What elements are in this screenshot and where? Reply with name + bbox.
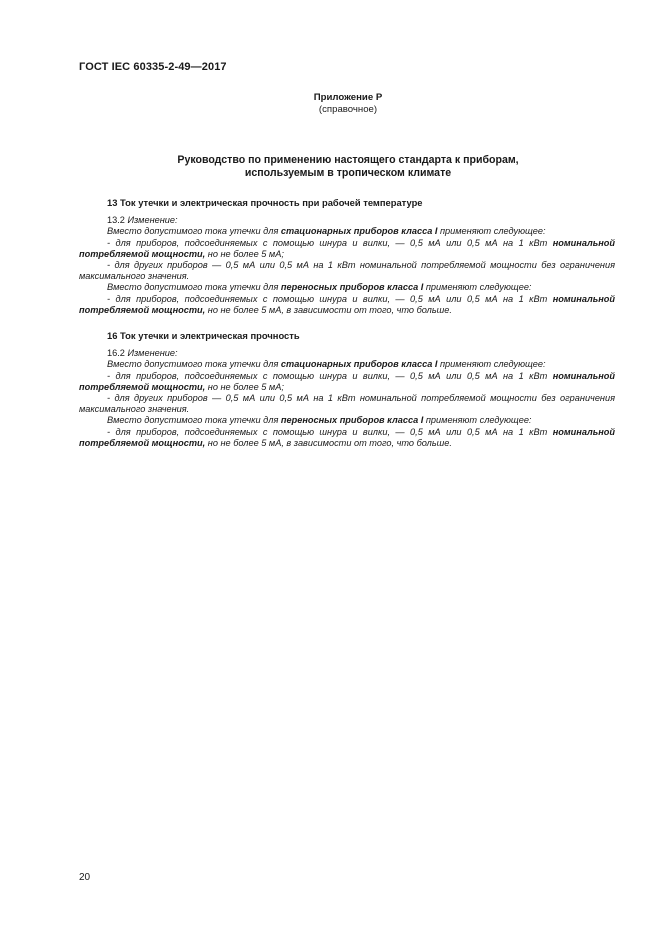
text-run-bold: номинальной потребляемой мощности,	[79, 293, 615, 315]
change-label: Изменение:	[127, 215, 178, 226]
text-run: применяют следующее:	[437, 226, 546, 237]
change-label: Изменение:	[127, 348, 178, 359]
section-13-heading	[79, 197, 615, 208]
text-run: Вместо допустимого тока утечки для	[107, 282, 281, 293]
text-run: - для приборов, подсоединяемых с помощью шнура и вилки, — 0,5 мА или 0,5 мА на 1 кВт	[107, 293, 553, 304]
section-16-paragraph-4	[79, 415, 615, 426]
text-run: применяют следующее:	[423, 282, 532, 293]
text-run: - для приборов, подсоединяемых с помощью шнура и вилки, — 0,5 мА или 0,5 мА на 1 кВт	[107, 426, 553, 437]
text-run: Вместо допустимого тока утечки для	[107, 359, 281, 370]
section-16-paragraph-5	[79, 427, 615, 449]
text-run: но не более 5 мА;	[205, 381, 284, 392]
text-run-bold: номинальной потребляемой мощности,	[79, 370, 615, 392]
document-code: ГОСТ IEC 60335-2-49—2017	[79, 61, 227, 73]
section-13-heading-text: 13 Ток утечки и электрическая прочность	[107, 197, 300, 208]
section-16-clause	[79, 348, 615, 359]
clause-number: 16.2	[107, 348, 128, 359]
annex-title: Приложение P	[313, 92, 383, 103]
page-number: 20	[79, 872, 91, 883]
section-16-paragraph-1	[79, 359, 615, 370]
text-run-bold: стационарных приборов класса I	[280, 359, 438, 370]
text-run: но не более 5 мА;	[205, 248, 284, 259]
section-16	[79, 330, 615, 449]
annex-subtitle: (справочное)	[318, 104, 378, 115]
clause-number: 13.2	[107, 215, 128, 226]
page-title-line-1: Руководство по применению настоящего стандарта к приборам,	[177, 154, 519, 166]
text-run-bold: номинальной потребляемой мощности,	[79, 237, 615, 259]
text-run: применяют следующее:	[423, 415, 532, 426]
section-13-heading-tail: при рабочей температуре	[299, 197, 423, 208]
section-13-paragraph-1	[79, 226, 615, 237]
text-run-bold: переносных приборов класса I	[280, 282, 424, 293]
page-title	[100, 154, 596, 180]
text-run-bold: переносных приборов класса I	[280, 415, 424, 426]
section-13	[79, 197, 615, 316]
section-16-paragraph-2	[79, 371, 615, 393]
text-run: применяют следующее:	[437, 359, 546, 370]
section-13-clause	[79, 215, 615, 226]
text-run: Вместо допустимого тока утечки для	[107, 415, 281, 426]
section-13-paragraph-4	[79, 282, 615, 293]
text-run: Вместо допустимого тока утечки для	[107, 226, 281, 237]
text-run-bold: стационарных приборов класса I	[280, 226, 438, 237]
section-13-paragraph-3: - для других приборов — 0,5 мА или 0,5 мА на 1 кВт номинальной потребляемой мощности без ограничения максимального значения.	[79, 260, 615, 282]
section-16-heading: 16 Ток утечки и электрическая прочность	[107, 330, 300, 341]
page-title-line-2: используемым в тропическом климате	[244, 167, 452, 179]
text-run: но не более 5 мА, в зависимости от того, что больше.	[205, 304, 452, 315]
section-16-paragraph-3: - для других приборов — 0,5 мА или 0,5 мА на 1 кВт номинальной потребляемой мощности без ограничения максимального значения.	[79, 393, 615, 415]
section-13-paragraph-2	[79, 238, 615, 260]
annex-block	[200, 92, 496, 116]
text-run: но не более 5 мА, в зависимости от того, что больше.	[205, 437, 452, 448]
text-run: - для приборов, подсоединяемых с помощью шнура и вилки, — 0,5 мА или 0,5 мА на 1 кВт	[107, 237, 553, 248]
text-run: - для приборов, подсоединяемых с помощью шнура и вилки, — 0,5 мА или 0,5 мА на 1 кВт	[107, 370, 553, 381]
text-run-bold: номинальной потребляемой мощности,	[79, 426, 615, 448]
section-13-paragraph-5	[79, 294, 615, 316]
